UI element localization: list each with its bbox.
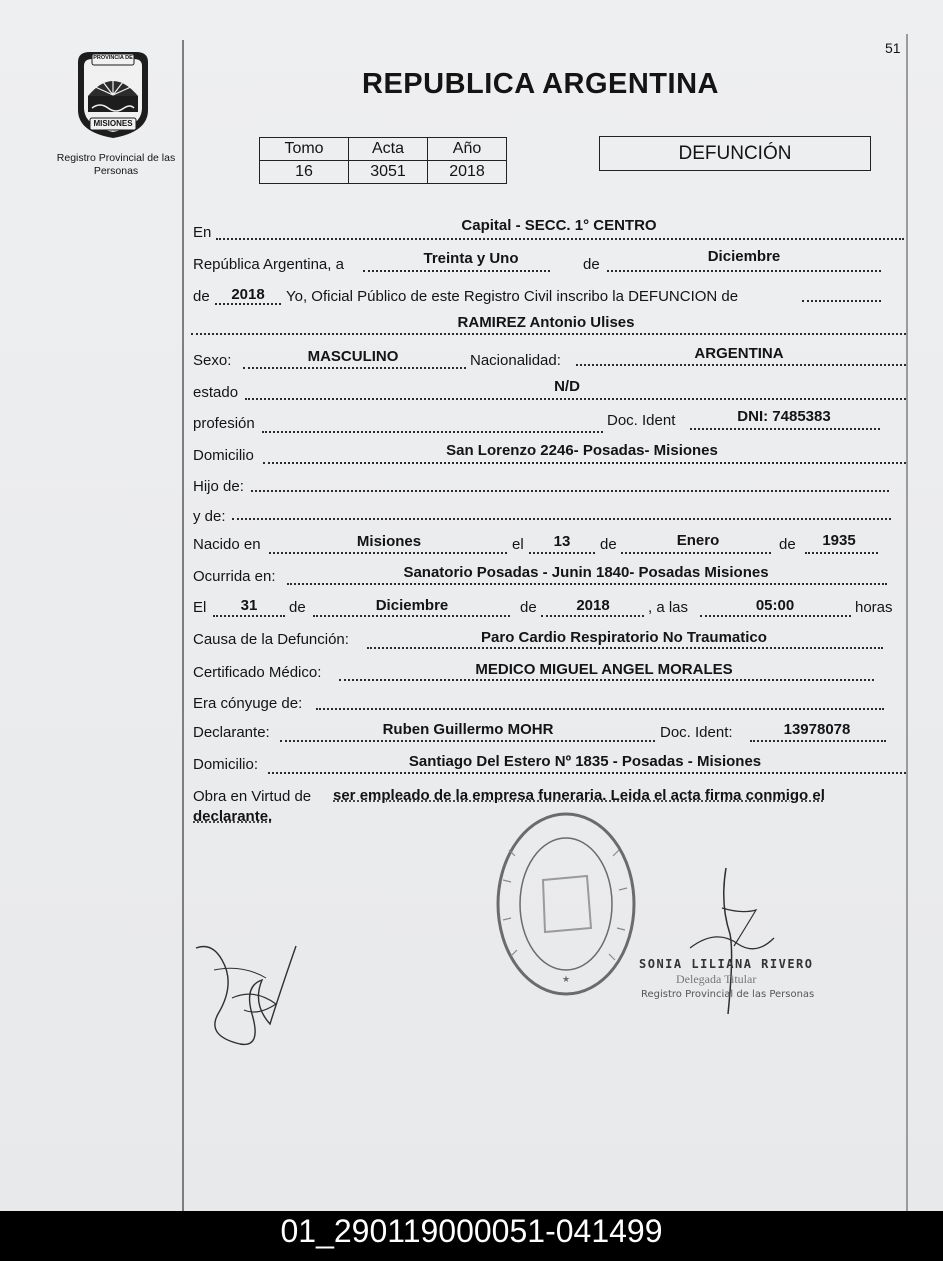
day-words-line — [363, 270, 550, 272]
document-code: 01_290119000051-041499 — [280, 1213, 663, 1249]
de-label-2: de — [193, 288, 210, 305]
seal-caption-bottom: MISIONES — [93, 119, 133, 128]
birth-year-value: 1935 — [822, 532, 856, 549]
nacionalidad-value: ARGENTINA — [694, 345, 784, 362]
page-number: 51 — [885, 40, 901, 56]
official-stamp — [495, 810, 637, 998]
tomo-header: Tomo — [260, 138, 349, 161]
obra-text-line2: declarante. — [193, 808, 273, 825]
death-day-value: 31 — [240, 597, 258, 614]
declarante-doc-label: Doc. Ident: — [660, 724, 733, 741]
declarante-domicilio-label: Domicilio: — [193, 756, 259, 773]
death-de-label-2: de — [520, 599, 537, 616]
registrar-role: Delegada Titular — [676, 972, 757, 986]
death-day-line — [213, 615, 285, 617]
horas-label: horas — [855, 599, 893, 616]
seal-caption-top: PROVINCIA DE — [93, 55, 133, 61]
conyuge-label: Era cónyuge de: — [193, 695, 303, 712]
birthplace-value: Misiones — [356, 533, 422, 550]
causa-line — [367, 647, 883, 649]
sexo-line — [243, 367, 466, 369]
a-las-label: , a las — [648, 599, 689, 616]
death-time-line — [700, 615, 851, 617]
doc-ident-value: DNI: 7485383 — [737, 408, 831, 425]
month-line — [607, 270, 881, 272]
de-label-1: de — [583, 256, 600, 273]
declarante-value: Ruben Guillermo MOHR — [382, 721, 554, 738]
declarante-doc-line — [750, 740, 886, 742]
ocurrida-label: Ocurrida en: — [193, 568, 276, 585]
domicilio-label: Domicilio — [193, 447, 254, 464]
el-label: el — [512, 536, 524, 553]
year-line — [215, 303, 281, 305]
obra-label: Obra en Virtud de — [193, 788, 312, 805]
declarante-line — [280, 740, 655, 742]
domicilio-value: San Lorenzo 2246- Posadas- Misiones — [446, 442, 718, 459]
death-time-value: 05:00 — [755, 597, 795, 614]
registry-caption: Registro Provincial de las Personas — [56, 152, 176, 177]
birth-day-line — [529, 552, 595, 554]
deceased-name-line — [191, 333, 906, 335]
hijo-label: Hijo de: — [193, 478, 244, 495]
y-de-line — [232, 518, 891, 520]
estado-value: N/D — [554, 378, 580, 395]
declarante-doc-value: 13978078 — [783, 721, 851, 738]
domicilio-line — [263, 462, 906, 464]
birth-month-line — [621, 552, 771, 554]
birth-de-label-2: de — [779, 536, 796, 553]
record-type-box: DEFUNCIÓN — [599, 136, 871, 171]
en-line — [216, 238, 904, 240]
day-words-value: Treinta y Uno — [423, 250, 519, 267]
death-de-label-1: de — [289, 599, 306, 616]
nacido-label: Nacido en — [193, 536, 261, 553]
birth-month-value: Enero — [676, 532, 720, 549]
sexo-label: Sexo: — [193, 352, 232, 369]
deceased-name: RAMIREZ Antonio Ulises — [457, 314, 635, 331]
certificado-label: Certificado Médico: — [193, 664, 322, 681]
nacionalidad-label: Nacionalidad: — [470, 352, 561, 369]
ocurrida-line — [287, 583, 887, 585]
sexo-value: MASCULINO — [307, 348, 399, 365]
birth-day-value: 13 — [553, 533, 571, 550]
death-year-value: 2018 — [576, 597, 610, 614]
acta-header: Acta — [349, 138, 428, 161]
anio-value: 2018 — [428, 161, 507, 184]
margin-rule-left — [182, 40, 184, 1211]
doc-ident-label: Doc. Ident — [607, 412, 676, 429]
nacionalidad-line — [576, 364, 906, 366]
certificado-line — [339, 679, 874, 681]
obra-text-line1: ser empleado de la empresa funeraria. Leida el acta firma conmigo el — [333, 787, 825, 804]
place-value: Capital - SECC. 1° CENTRO — [461, 217, 657, 234]
death-place-value: Sanatorio Posadas - Junin 1840- Posadas Misiones — [403, 564, 769, 581]
estado-line — [245, 398, 906, 400]
month-value: Diciembre — [707, 248, 781, 265]
en-label: En — [193, 224, 212, 241]
registrar-organization: Registro Provincial de las Personas — [641, 989, 815, 1000]
declarante-label: Declarante: — [193, 724, 270, 741]
estado-label: estado — [193, 384, 239, 401]
death-month-line — [313, 615, 510, 617]
hijo-line — [251, 490, 889, 492]
birth-year-line — [805, 552, 878, 554]
declarante-domicilio-value: Santiago Del Estero Nº 1835 - Posadas - Misiones — [408, 753, 762, 770]
conyuge-line — [316, 708, 884, 710]
registrar-name: SONIA LILIANA RIVERO — [639, 957, 814, 971]
el-date-label: El — [193, 599, 207, 616]
declarante-domicilio-line — [268, 772, 906, 774]
birth-de-label-1: de — [600, 536, 617, 553]
inscribe-text: Yo, Oficial Público de este Registro Civil inscribo la DEFUNCION de — [286, 288, 739, 305]
causa-value: Paro Cardio Respiratorio No Traumatico — [481, 629, 767, 646]
profesion-label: profesión — [193, 415, 255, 432]
volume-reference-table — [259, 137, 507, 184]
profesion-line — [262, 431, 603, 433]
inscribe-line — [802, 300, 881, 302]
anio-header: Año — [428, 138, 507, 161]
margin-rule-right — [906, 34, 908, 1211]
doc-ident-line — [690, 428, 880, 430]
death-year-line — [541, 615, 644, 617]
y-de-label: y de: — [193, 508, 226, 525]
certificado-value: MEDICO MIGUEL ANGEL MORALES — [475, 661, 733, 678]
death-month-value: Diciembre — [375, 597, 449, 614]
republica-label: República Argentina, a — [193, 256, 344, 273]
declarant-signature — [192, 940, 304, 1052]
tomo-value: 16 — [260, 161, 349, 184]
acta-value: 3051 — [349, 161, 428, 184]
svg-text:★: ★ — [561, 975, 571, 985]
year-value: 2018 — [231, 286, 265, 303]
nacido-line — [269, 552, 507, 554]
causa-label: Causa de la Defunción: — [193, 631, 349, 648]
document-title: REPUBLICA ARGENTINA — [362, 68, 719, 100]
